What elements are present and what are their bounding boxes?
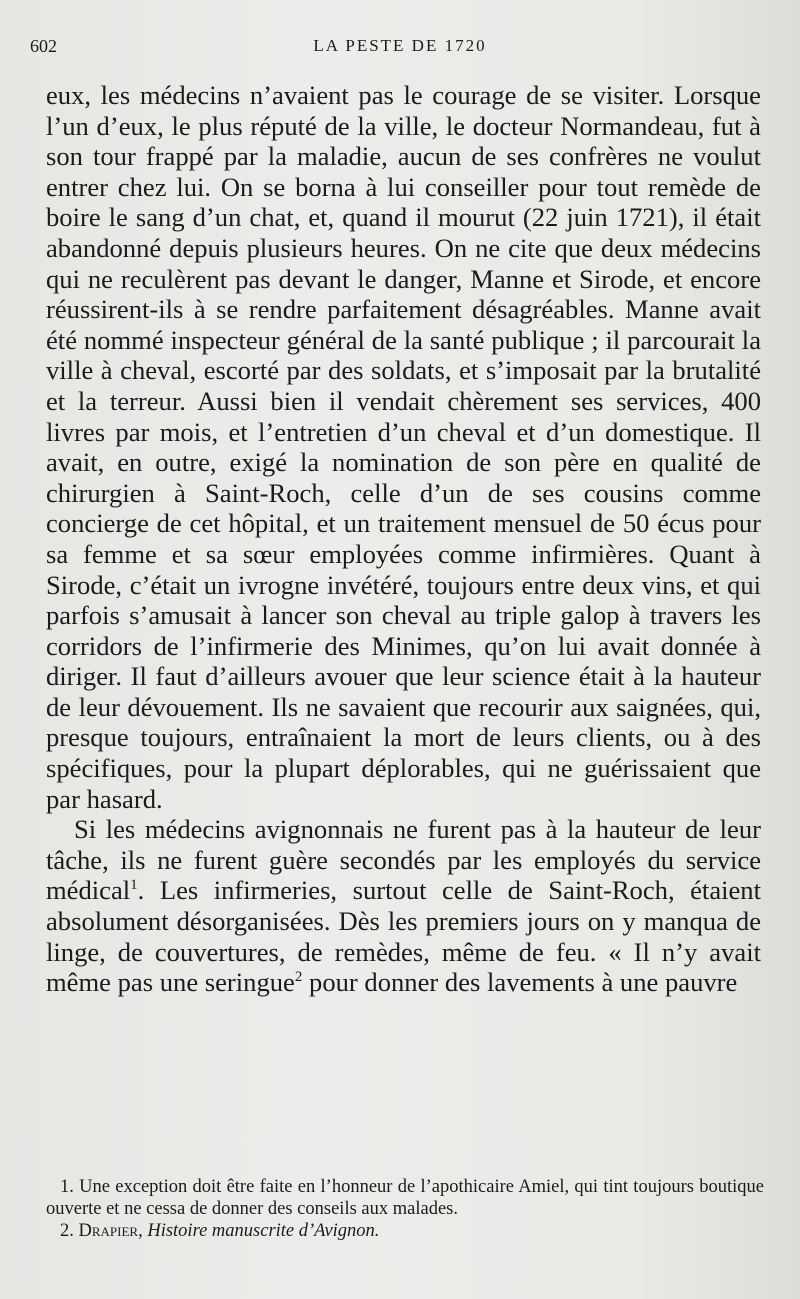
page-number: 602	[30, 36, 57, 56]
footnote-marker: 1.	[60, 1177, 74, 1197]
footnote-author: Drapier,	[78, 1221, 143, 1241]
footnote-reference: 1	[130, 877, 138, 894]
footnotes	[46, 1176, 764, 1242]
footnote	[46, 1220, 764, 1242]
paragraph-text: . Les infirmeries, surtout celle de Saint-Roch, étaient absolument désorganisées. Dès les premiers jours on y manqua de linge, de couvertures, de remèdes, même de feu. « Il n’y avait même pas une seringue	[46, 875, 761, 998]
running-title: LA PESTE DE 1720	[313, 36, 487, 55]
paragraph-text: eux, les médecins n’avaient pas le courage de se visiter. Lorsque l’un d’eux, le plus réputé de la ville, le docteur Normandeau, fut à son tour frappé par la maladie, aucun de ses confrères ne voulut entrer chez lui. On se borna à lui conseiller pour tout remède de boire le sang d’un chat, et, quand il mourut (22 juin 1721), il était abandonné depuis plusieurs heures. On ne cite que deux médecins qui ne reculèrent pas devant le danger, Manne et Sirode, et encore réussirent-ils à se rendre parfaitement désagréables. Manne avait été nommé inspecteur général de la santé publique ; il parcourait la ville à cheval, escorté par des soldats, et s’imposait par la brutalité et la terreur. Aussi bien il vendait chèrement ses services, 400 livres par mois, et l’entretien d’un cheval et d’un domestique. Il avait, en outre, exigé la nomination de son père en qualité de chirurgien à Saint-Roch, celle d’un de ses cousins comme concierge de cet hôpital, et un traitement mensuel de 50 écus pour sa femme et sa sœur employées comme infirmières. Quant à Sirode, c’était un ivrogne invétéré, toujours entre deux vins, et qui parfois s’amusait à lancer son cheval au triple galop à travers les corridors de l’infirmerie des Minimes, qu’on lui avait donnée à diriger. Il faut d’ailleurs avouer que leur science était à la hauteur de leur dévouement. Ils ne savaient que recourir aux saignées, qui, presque toujours, entraînaient la mort de leurs clients, ou à des spécifiques, pour la plupart déplorables, qui ne guérissaient que par hasard.	[46, 80, 761, 814]
paragraph	[46, 80, 761, 814]
paragraph-text: pour donner des lavements à une pauvre	[302, 967, 738, 998]
page-header	[30, 36, 770, 60]
footnote-title: Histoire manuscrite d’Avignon.	[147, 1221, 380, 1241]
footnote-text: Une exception doit être faite en l’honneur de l’apothicaire Amiel, qui tint toujours boutique ouverte et ne cessa de donner des conseils aux malades.	[46, 1177, 764, 1219]
footnote	[46, 1176, 764, 1220]
paragraph	[46, 814, 761, 998]
footnote-reference: 2	[294, 969, 303, 986]
body-text	[46, 80, 761, 998]
paragraph-text: Si les médecins avignonnais ne furent pas à la hauteur de leur tâche, ils ne furent guère secondés par les employés du service médical	[46, 814, 761, 906]
footnote-marker: 2.	[60, 1221, 74, 1241]
